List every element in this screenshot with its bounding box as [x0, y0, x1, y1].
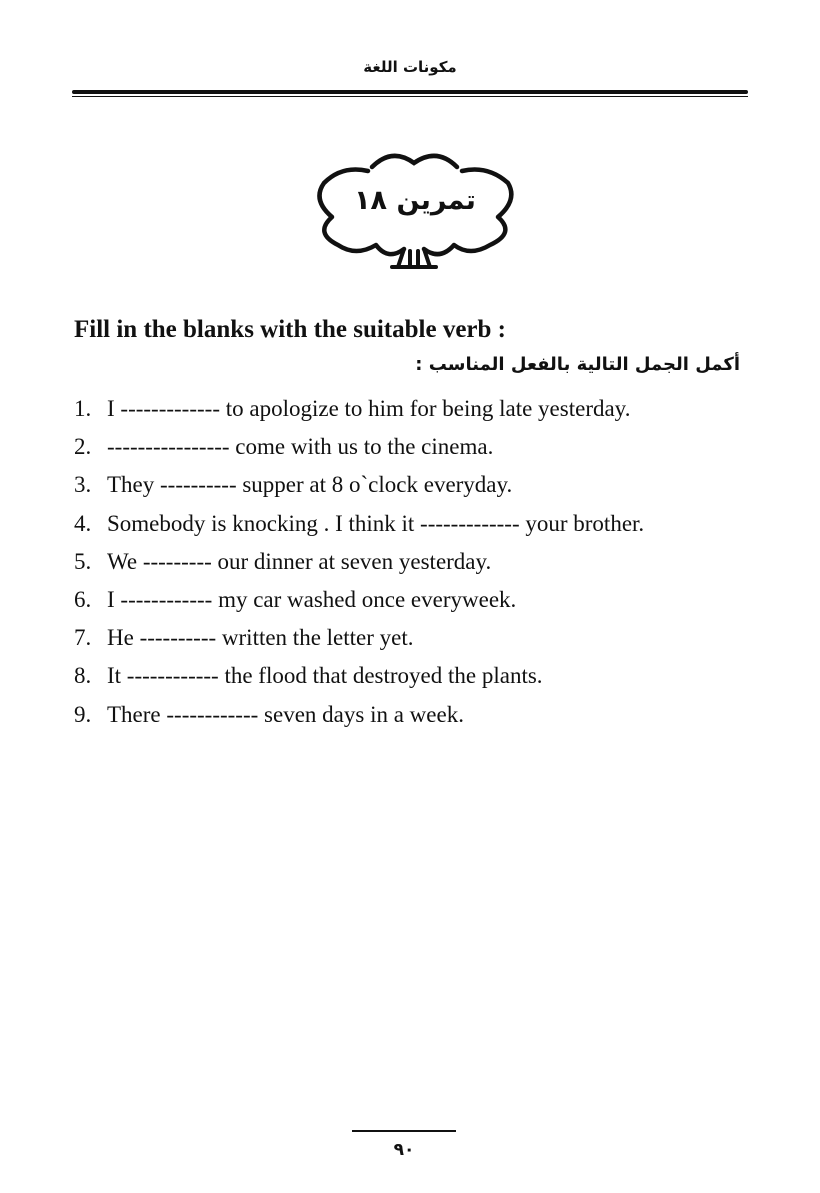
exercise-badge [312, 145, 518, 270]
item-number: 2. [74, 434, 92, 460]
exercise-list [74, 394, 644, 738]
exercise-item [74, 470, 644, 508]
page-number: ٩٠ [393, 1140, 415, 1160]
exercise-item [74, 432, 644, 470]
item-text: ---------------- come with us to the cinema. [107, 434, 494, 460]
item-text: Somebody is knocking . I think it ------------- your brother. [107, 510, 645, 536]
exercise-item [74, 394, 644, 432]
header-divider-thin [72, 96, 748, 97]
item-number: 5. [74, 548, 92, 574]
item-text: They ---------- supper at 8 o`clock everyday. [107, 472, 513, 498]
footer-divider [352, 1130, 456, 1132]
item-text: There ------------ seven days in a week. [107, 701, 464, 727]
item-text: I ------------- to apologize to him for being late yesterday. [107, 396, 631, 421]
item-text: He ---------- written the letter yet. [107, 625, 414, 651]
header-divider [72, 90, 748, 97]
item-number: 7. [74, 625, 92, 651]
exercise-item [74, 661, 644, 699]
exercise-item [74, 623, 644, 661]
item-text: It ------------ the flood that destroyed the plants. [107, 663, 543, 689]
item-text: I ------------ my car washed once everyweek. [107, 586, 517, 612]
item-text: We --------- our dinner at seven yesterday. [107, 548, 492, 574]
page-header-title: مكونات اللغة [363, 58, 457, 76]
item-number: 4. [74, 510, 92, 536]
instruction-arabic: أكمل الجمل التالية بالفعل المناسب : [415, 354, 740, 375]
item-number: 3. [74, 472, 92, 498]
exercise-title: تمرين ١٨ [354, 185, 476, 216]
exercise-item [74, 547, 644, 585]
exercise-item [74, 700, 644, 738]
item-number: 8. [74, 663, 92, 689]
item-number: 1. [74, 396, 92, 421]
exercise-item [74, 585, 644, 623]
item-number: 6. [74, 586, 92, 612]
instruction-english: Fill in the blanks with the suitable verb : [74, 316, 506, 343]
header-divider-thick [72, 90, 748, 94]
exercise-item [74, 509, 644, 547]
item-number: 9. [74, 701, 92, 727]
